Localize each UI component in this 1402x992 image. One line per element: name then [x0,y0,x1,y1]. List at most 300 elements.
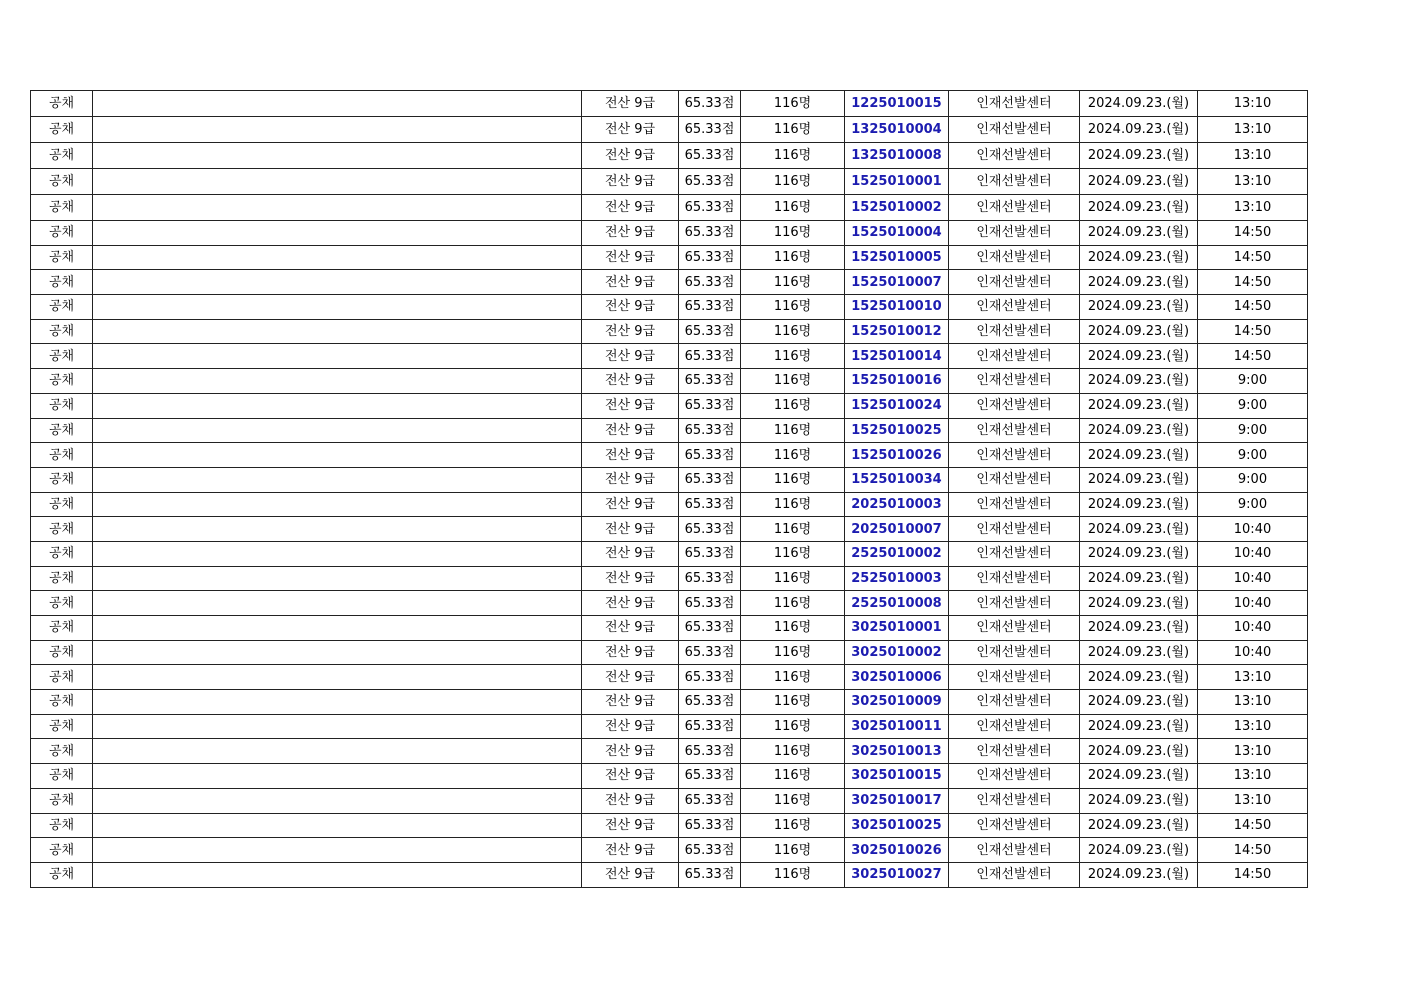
time-cell: 13:10 [1198,91,1308,117]
time-cell: 13:10 [1198,195,1308,221]
blank-cell [93,319,582,344]
time-cell: 14:50 [1198,221,1308,246]
count-cell: 116명 [741,245,845,270]
grade-cell: 전산 9급 [582,616,679,641]
score-cell: 65.33점 [679,443,741,468]
grade-cell: 전산 9급 [582,813,679,838]
applicant-id-cell: 2525010003 [845,566,949,591]
blank-cell [93,862,582,887]
table-row [31,640,1308,665]
center-cell: 인재선발센터 [949,665,1080,690]
blank-cell [93,245,582,270]
blank-cell [93,418,582,443]
score-cell: 65.33점 [679,616,741,641]
table-row [31,319,1308,344]
applicant-id-cell: 1525010014 [845,344,949,369]
time-cell: 10:40 [1198,616,1308,641]
grade-cell: 전산 9급 [582,295,679,320]
applicant-id-cell: 2525010002 [845,541,949,566]
grade-cell: 전산 9급 [582,369,679,394]
center-cell: 인재선발센터 [949,418,1080,443]
center-cell: 인재선발센터 [949,566,1080,591]
grade-cell: 전산 9급 [582,319,679,344]
time-cell: 14:50 [1198,319,1308,344]
type-cell: 공채 [31,739,93,764]
count-cell: 116명 [741,616,845,641]
center-cell: 인재선발센터 [949,764,1080,789]
type-cell: 공채 [31,541,93,566]
grade-cell: 전산 9급 [582,270,679,295]
type-cell: 공채 [31,714,93,739]
count-cell: 116명 [741,369,845,394]
time-cell: 13:10 [1198,764,1308,789]
type-cell: 공채 [31,369,93,394]
applicant-id-cell: 3025010009 [845,690,949,715]
time-cell: 14:50 [1198,862,1308,887]
applicant-id-cell: 3025010015 [845,764,949,789]
table-row [31,443,1308,468]
score-cell: 65.33점 [679,739,741,764]
applicant-id-cell: 1525010026 [845,443,949,468]
score-cell: 65.33점 [679,640,741,665]
grade-cell: 전산 9급 [582,739,679,764]
time-cell: 9:00 [1198,369,1308,394]
blank-cell [93,195,582,221]
applicant-id-cell: 1325010004 [845,117,949,143]
time-cell: 13:10 [1198,117,1308,143]
applicant-id-cell: 1525010012 [845,319,949,344]
time-cell: 13:10 [1198,665,1308,690]
center-cell: 인재선발센터 [949,245,1080,270]
grade-cell: 전산 9급 [582,393,679,418]
type-cell: 공채 [31,492,93,517]
score-cell: 65.33점 [679,838,741,863]
blank-cell [93,541,582,566]
center-cell: 인재선발센터 [949,616,1080,641]
score-cell: 65.33점 [679,788,741,813]
table-row [31,467,1308,492]
grade-cell: 전산 9급 [582,245,679,270]
results-table-body [31,91,1308,888]
grade-cell: 전산 9급 [582,143,679,169]
grade-cell: 전산 9급 [582,764,679,789]
date-cell: 2024.09.23.(월) [1080,393,1198,418]
count-cell: 116명 [741,640,845,665]
score-cell: 65.33점 [679,195,741,221]
score-cell: 65.33점 [679,169,741,195]
table-row [31,344,1308,369]
type-cell: 공채 [31,393,93,418]
applicant-id-cell: 3025010025 [845,813,949,838]
type-cell: 공채 [31,517,93,542]
type-cell: 공채 [31,665,93,690]
blank-cell [93,566,582,591]
grade-cell: 전산 9급 [582,640,679,665]
score-cell: 65.33점 [679,319,741,344]
type-cell: 공채 [31,91,93,117]
date-cell: 2024.09.23.(월) [1080,195,1198,221]
date-cell: 2024.09.23.(월) [1080,714,1198,739]
center-cell: 인재선발센터 [949,117,1080,143]
center-cell: 인재선발센터 [949,169,1080,195]
date-cell: 2024.09.23.(월) [1080,813,1198,838]
score-cell: 65.33점 [679,813,741,838]
type-cell: 공채 [31,344,93,369]
score-cell: 65.33점 [679,393,741,418]
score-cell: 65.33점 [679,369,741,394]
blank-cell [93,393,582,418]
score-cell: 65.33점 [679,143,741,169]
type-cell: 공채 [31,245,93,270]
date-cell: 2024.09.23.(월) [1080,640,1198,665]
blank-cell [93,764,582,789]
date-cell: 2024.09.23.(월) [1080,91,1198,117]
count-cell: 116명 [741,443,845,468]
center-cell: 인재선발센터 [949,344,1080,369]
center-cell: 인재선발센터 [949,91,1080,117]
table-row [31,739,1308,764]
applicant-id-cell: 1525010025 [845,418,949,443]
count-cell: 116명 [741,143,845,169]
score-cell: 65.33점 [679,690,741,715]
date-cell: 2024.09.23.(월) [1080,788,1198,813]
blank-cell [93,344,582,369]
center-cell: 인재선발센터 [949,541,1080,566]
table-row [31,517,1308,542]
blank-cell [93,714,582,739]
table-row [31,838,1308,863]
type-cell: 공채 [31,221,93,246]
count-cell: 116명 [741,270,845,295]
blank-cell [93,640,582,665]
center-cell: 인재선발센터 [949,143,1080,169]
applicant-id-cell: 1525010034 [845,467,949,492]
time-cell: 10:40 [1198,640,1308,665]
date-cell: 2024.09.23.(월) [1080,169,1198,195]
count-cell: 116명 [741,418,845,443]
time-cell: 9:00 [1198,418,1308,443]
count-cell: 116명 [741,566,845,591]
grade-cell: 전산 9급 [582,714,679,739]
date-cell: 2024.09.23.(월) [1080,764,1198,789]
count-cell: 116명 [741,91,845,117]
count-cell: 116명 [741,195,845,221]
date-cell: 2024.09.23.(월) [1080,270,1198,295]
blank-cell [93,492,582,517]
score-cell: 65.33점 [679,117,741,143]
time-cell: 14:50 [1198,245,1308,270]
table-row [31,195,1308,221]
date-cell: 2024.09.23.(월) [1080,541,1198,566]
date-cell: 2024.09.23.(월) [1080,143,1198,169]
date-cell: 2024.09.23.(월) [1080,739,1198,764]
grade-cell: 전산 9급 [582,443,679,468]
score-cell: 65.33점 [679,566,741,591]
center-cell: 인재선발센터 [949,270,1080,295]
time-cell: 14:50 [1198,813,1308,838]
center-cell: 인재선발센터 [949,467,1080,492]
count-cell: 116명 [741,813,845,838]
date-cell: 2024.09.23.(월) [1080,566,1198,591]
blank-cell [93,221,582,246]
time-cell: 10:40 [1198,591,1308,616]
date-cell: 2024.09.23.(월) [1080,862,1198,887]
time-cell: 9:00 [1198,443,1308,468]
count-cell: 116명 [741,169,845,195]
center-cell: 인재선발센터 [949,690,1080,715]
grade-cell: 전산 9급 [582,117,679,143]
center-cell: 인재선발센터 [949,591,1080,616]
count-cell: 116명 [741,838,845,863]
count-cell: 116명 [741,690,845,715]
score-cell: 65.33점 [679,492,741,517]
blank-cell [93,838,582,863]
type-cell: 공채 [31,788,93,813]
center-cell: 인재선발센터 [949,319,1080,344]
type-cell: 공채 [31,616,93,641]
center-cell: 인재선발센터 [949,714,1080,739]
date-cell: 2024.09.23.(월) [1080,221,1198,246]
score-cell: 65.33점 [679,245,741,270]
count-cell: 116명 [741,221,845,246]
date-cell: 2024.09.23.(월) [1080,690,1198,715]
table-row [31,369,1308,394]
applicant-id-cell: 3025010017 [845,788,949,813]
grade-cell: 전산 9급 [582,195,679,221]
score-cell: 65.33점 [679,517,741,542]
date-cell: 2024.09.23.(월) [1080,492,1198,517]
blank-cell [93,169,582,195]
blank-cell [93,295,582,320]
time-cell: 9:00 [1198,393,1308,418]
blank-cell [93,91,582,117]
count-cell: 116명 [741,764,845,789]
applicant-id-cell: 2025010003 [845,492,949,517]
date-cell: 2024.09.23.(월) [1080,467,1198,492]
grade-cell: 전산 9급 [582,788,679,813]
results-table [30,90,1308,888]
grade-cell: 전산 9급 [582,690,679,715]
type-cell: 공채 [31,838,93,863]
grade-cell: 전산 9급 [582,418,679,443]
table-row [31,91,1308,117]
type-cell: 공채 [31,143,93,169]
applicant-id-cell: 3025010011 [845,714,949,739]
table-row [31,492,1308,517]
applicant-id-cell: 1525010024 [845,393,949,418]
date-cell: 2024.09.23.(월) [1080,517,1198,542]
score-cell: 65.33점 [679,541,741,566]
grade-cell: 전산 9급 [582,665,679,690]
table-row [31,566,1308,591]
score-cell: 65.33점 [679,764,741,789]
table-row [31,117,1308,143]
date-cell: 2024.09.23.(월) [1080,319,1198,344]
grade-cell: 전산 9급 [582,566,679,591]
table-row [31,169,1308,195]
date-cell: 2024.09.23.(월) [1080,591,1198,616]
table-row [31,690,1308,715]
count-cell: 116명 [741,862,845,887]
time-cell: 13:10 [1198,143,1308,169]
grade-cell: 전산 9급 [582,838,679,863]
blank-cell [93,143,582,169]
date-cell: 2024.09.23.(월) [1080,117,1198,143]
center-cell: 인재선발센터 [949,813,1080,838]
score-cell: 65.33점 [679,91,741,117]
time-cell: 9:00 [1198,492,1308,517]
blank-cell [93,591,582,616]
center-cell: 인재선발센터 [949,788,1080,813]
table-row [31,541,1308,566]
table-row [31,418,1308,443]
center-cell: 인재선발센터 [949,393,1080,418]
applicant-id-cell: 1525010010 [845,295,949,320]
applicant-id-cell: 1525010004 [845,221,949,246]
center-cell: 인재선발센터 [949,492,1080,517]
type-cell: 공채 [31,591,93,616]
date-cell: 2024.09.23.(월) [1080,443,1198,468]
blank-cell [93,813,582,838]
count-cell: 116명 [741,541,845,566]
table-row [31,393,1308,418]
count-cell: 116명 [741,393,845,418]
table-row [31,862,1308,887]
type-cell: 공채 [31,690,93,715]
date-cell: 2024.09.23.(월) [1080,344,1198,369]
count-cell: 116명 [741,319,845,344]
blank-cell [93,665,582,690]
center-cell: 인재선발센터 [949,739,1080,764]
center-cell: 인재선발센터 [949,862,1080,887]
date-cell: 2024.09.23.(월) [1080,245,1198,270]
grade-cell: 전산 9급 [582,91,679,117]
type-cell: 공채 [31,862,93,887]
date-cell: 2024.09.23.(월) [1080,418,1198,443]
applicant-id-cell: 2525010008 [845,591,949,616]
table-row [31,143,1308,169]
table-row [31,714,1308,739]
type-cell: 공채 [31,640,93,665]
score-cell: 65.33점 [679,665,741,690]
count-cell: 116명 [741,117,845,143]
center-cell: 인재선발센터 [949,295,1080,320]
table-row [31,591,1308,616]
table-row [31,295,1308,320]
blank-cell [93,616,582,641]
blank-cell [93,369,582,394]
applicant-id-cell: 1525010002 [845,195,949,221]
applicant-id-cell: 3025010006 [845,665,949,690]
count-cell: 116명 [741,492,845,517]
grade-cell: 전산 9급 [582,517,679,542]
blank-cell [93,270,582,295]
applicant-id-cell: 1525010016 [845,369,949,394]
applicant-id-cell: 3025010026 [845,838,949,863]
blank-cell [93,517,582,542]
count-cell: 116명 [741,591,845,616]
center-cell: 인재선발센터 [949,443,1080,468]
grade-cell: 전산 9급 [582,591,679,616]
applicant-id-cell: 1525010001 [845,169,949,195]
center-cell: 인재선발센터 [949,640,1080,665]
table-row [31,665,1308,690]
applicant-id-cell: 3025010002 [845,640,949,665]
time-cell: 14:50 [1198,344,1308,369]
applicant-id-cell: 3025010027 [845,862,949,887]
time-cell: 13:10 [1198,714,1308,739]
time-cell: 10:40 [1198,541,1308,566]
grade-cell: 전산 9급 [582,221,679,246]
blank-cell [93,467,582,492]
time-cell: 14:50 [1198,270,1308,295]
type-cell: 공채 [31,418,93,443]
time-cell: 14:50 [1198,295,1308,320]
grade-cell: 전산 9급 [582,541,679,566]
center-cell: 인재선발센터 [949,838,1080,863]
table-row [31,245,1308,270]
type-cell: 공채 [31,169,93,195]
time-cell: 10:40 [1198,566,1308,591]
table-row [31,616,1308,641]
time-cell: 10:40 [1198,517,1308,542]
type-cell: 공채 [31,117,93,143]
type-cell: 공채 [31,813,93,838]
blank-cell [93,117,582,143]
score-cell: 65.33점 [679,714,741,739]
type-cell: 공채 [31,467,93,492]
type-cell: 공채 [31,295,93,320]
count-cell: 116명 [741,517,845,542]
table-row [31,270,1308,295]
time-cell: 13:10 [1198,788,1308,813]
count-cell: 116명 [741,344,845,369]
applicant-id-cell: 3025010013 [845,739,949,764]
score-cell: 65.33점 [679,270,741,295]
count-cell: 116명 [741,714,845,739]
score-cell: 65.33점 [679,418,741,443]
center-cell: 인재선발센터 [949,221,1080,246]
time-cell: 13:10 [1198,169,1308,195]
time-cell: 14:50 [1198,838,1308,863]
score-cell: 65.33점 [679,862,741,887]
date-cell: 2024.09.23.(월) [1080,665,1198,690]
blank-cell [93,443,582,468]
type-cell: 공채 [31,319,93,344]
date-cell: 2024.09.23.(월) [1080,838,1198,863]
applicant-id-cell: 1325010008 [845,143,949,169]
count-cell: 116명 [741,467,845,492]
blank-cell [93,690,582,715]
count-cell: 116명 [741,295,845,320]
score-cell: 65.33점 [679,467,741,492]
applicant-id-cell: 1525010005 [845,245,949,270]
applicant-id-cell: 1525010007 [845,270,949,295]
count-cell: 116명 [741,739,845,764]
blank-cell [93,739,582,764]
table-row [31,221,1308,246]
type-cell: 공채 [31,566,93,591]
grade-cell: 전산 9급 [582,467,679,492]
grade-cell: 전산 9급 [582,492,679,517]
applicant-id-cell: 3025010001 [845,616,949,641]
time-cell: 13:10 [1198,739,1308,764]
count-cell: 116명 [741,665,845,690]
table-row [31,813,1308,838]
date-cell: 2024.09.23.(월) [1080,295,1198,320]
grade-cell: 전산 9급 [582,862,679,887]
center-cell: 인재선발센터 [949,369,1080,394]
